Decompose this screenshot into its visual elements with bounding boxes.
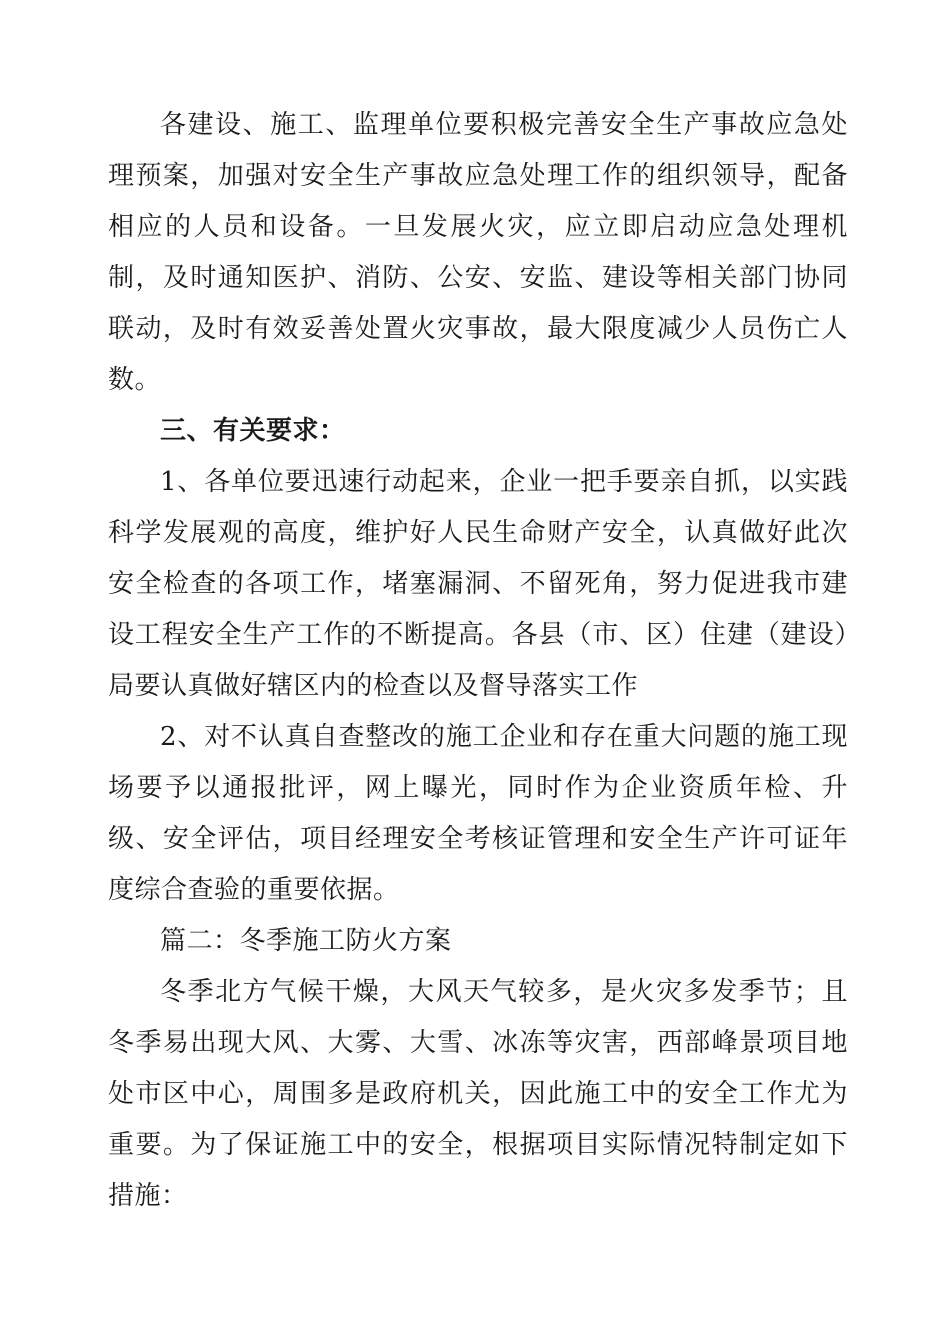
paragraph-requirement-2: 2、对不认真自查整改的施工企业和存在重大问题的施工现场要予以通报批评，网上曝光，同时作为企业资质年检、升级、安全评估，项目经理安全考核证管理和安全生产许可证年度综合查验的重要依据。 <box>108 722 848 905</box>
paragraph-requirement-1: 1、各单位要迅速行动起来，企业一把手要亲自抓，以实践科学发展观的高度，维护好人民生命财产安全，认真做好此次安全检查的各项工作，堵塞漏洞、不留死角，努力促进我市建设工程安全生产工作的不断提高。各县（市、区）住建（建设）局要认真做好辖区内的检查以及督导落实工作 <box>108 467 848 701</box>
section-heading-requirements: 三、有关要求： <box>160 416 346 446</box>
paragraph-emergency-plan: 各建设、施工、监理单位要积极完善安全生产事故应急处理预案，加强对安全生产事故应急处理工作的组织领导，配备相应的人员和设备。一旦发展火灾，应立即启动应急处理机制，及时通知医护、消防、公安、安监、建设等相关部门协同联动，及时有效妥善处置火灾事故，最大限度减少人员伤亡人数。 <box>108 110 848 395</box>
document-page <box>108 100 848 1222</box>
paragraph-winter-intro: 冬季北方气候干燥，大风天气较多，是火灾多发季节；且冬季易出现大风、大雾、大雪、冰冻等灾害，西部峰景项目地处市区中心，周围多是政府机关，因此施工中的安全工作尤为重要。为了保证施工中的安全，根据项目实际情况特制定如下措施： <box>108 977 848 1211</box>
chapter-title-winter-fire-plan: 篇二：冬季施工防火方案 <box>160 926 452 956</box>
